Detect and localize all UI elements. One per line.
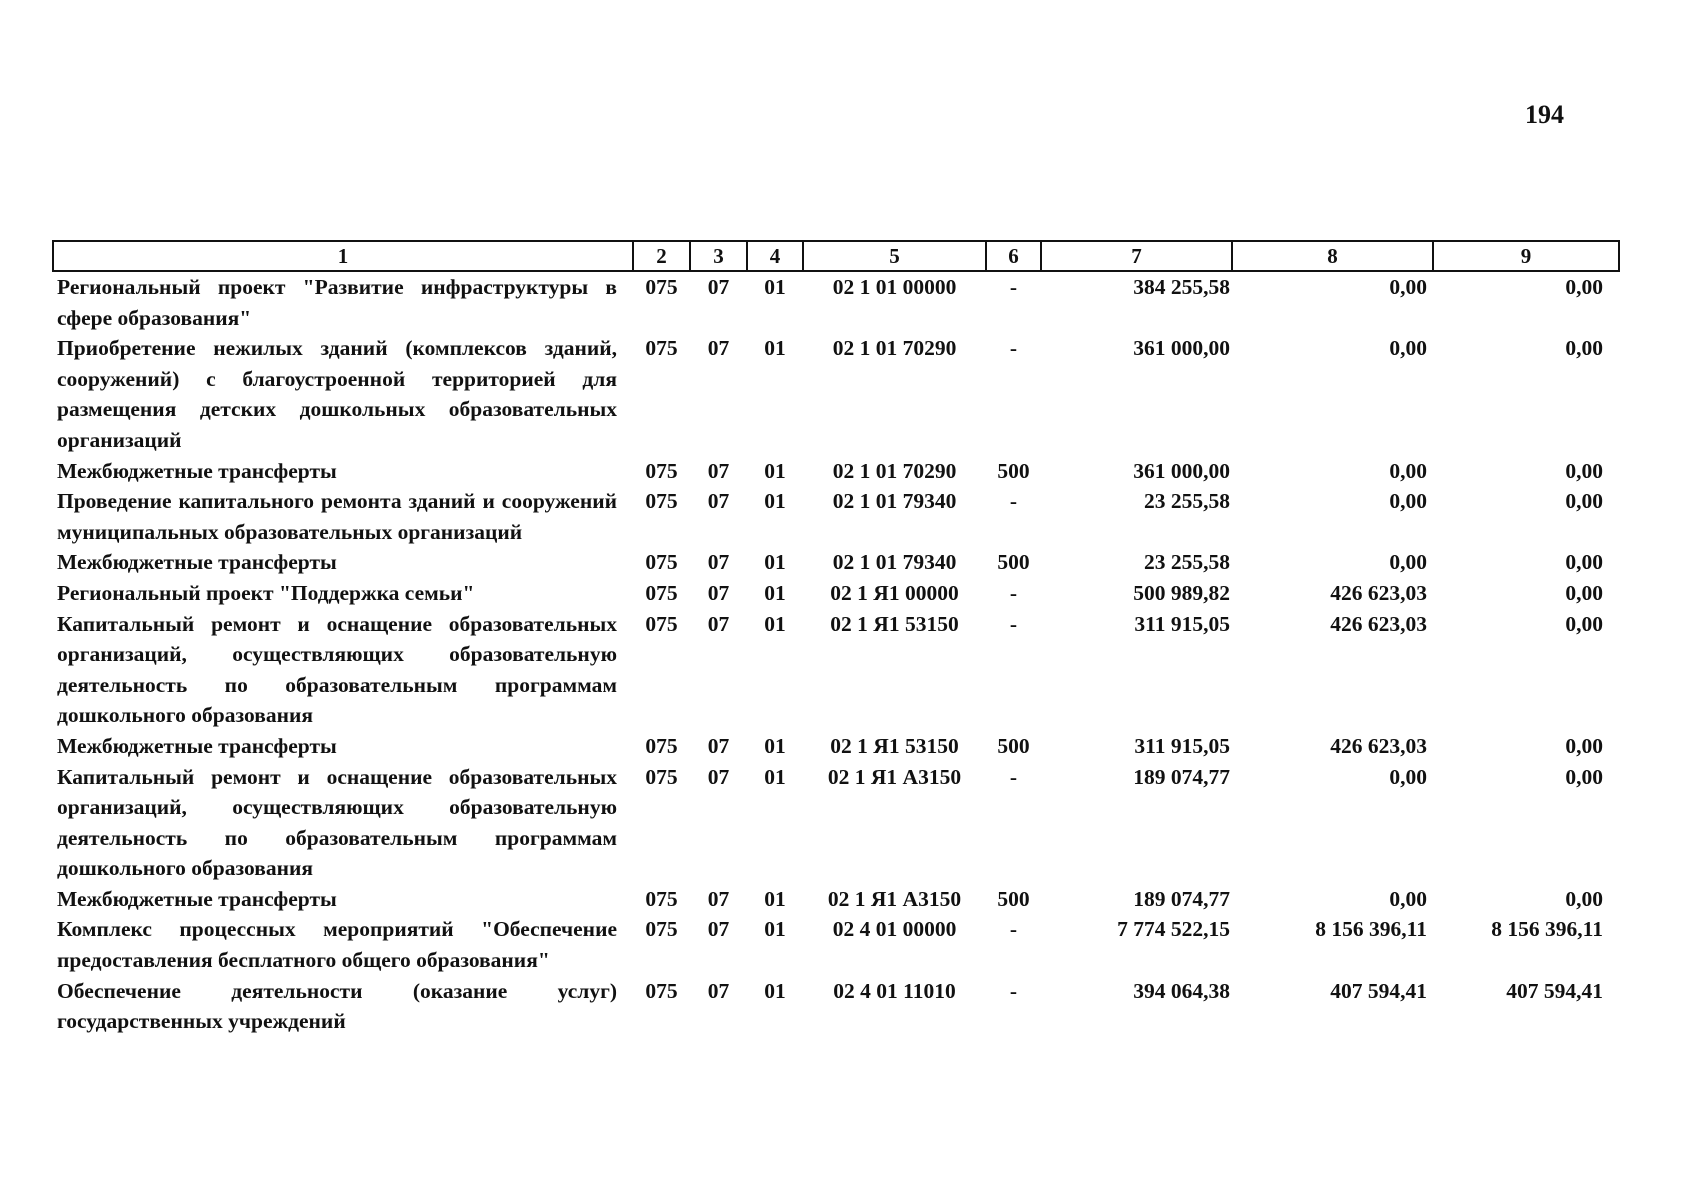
table-row [53, 333, 1619, 455]
row-name-cell: Региональный проект "Поддержка семьи" [57, 580, 475, 605]
row-name-cell: Межбюджетные трансферты [57, 458, 337, 483]
row-col-4-cell: 01 [764, 489, 786, 514]
table-row [53, 884, 1619, 915]
header-col-7: 7 [1041, 241, 1232, 271]
row-col-4-cell: 01 [764, 978, 786, 1003]
row-name-cell: Межбюджетные трансферты [57, 886, 337, 911]
row-col-9-cell: 0,00 [1565, 336, 1603, 361]
row-col-5-cell: 02 4 01 11010 [833, 978, 956, 1003]
row-col-5-cell: 02 1 Я1 53150 [830, 611, 959, 636]
row-col-4-cell: 01 [764, 336, 786, 361]
row-col-3-cell: 07 [707, 886, 730, 911]
row-col-6-cell: - [1009, 336, 1018, 361]
row-name-cell: Проведение капитального ремонта зданий и сооружений муниципальных образовательных организаций [57, 489, 617, 544]
row-col-5-cell: 02 1 Я1 А3150 [827, 764, 962, 789]
row-col-7-cell: 7 774 522,15 [1117, 917, 1230, 942]
header-row [53, 241, 1619, 271]
row-col-3-cell: 07 [707, 458, 730, 483]
table-row [53, 731, 1619, 762]
row-col-6-cell: - [1009, 611, 1018, 636]
row-col-6-cell: - [1009, 764, 1018, 789]
row-name-cell: Региональный проект "Развитие инфраструктуры в сфере образования" [57, 275, 617, 330]
budget-table [52, 240, 1620, 1037]
row-col-9-cell: 8 156 396,11 [1491, 917, 1603, 942]
row-col-6-cell: 500 [997, 550, 1030, 575]
header-col-2: 2 [633, 241, 690, 271]
table-row [53, 976, 1619, 1037]
row-name-cell: Комплекс процессных мероприятий "Обеспечение предоставления бесплатного общего образования" [57, 917, 617, 973]
row-col-7-cell: 394 064,38 [1133, 978, 1230, 1003]
header-col-5: 5 [803, 241, 986, 271]
row-col-2-cell: 075 [645, 489, 678, 514]
row-col-4-cell: 01 [764, 611, 786, 636]
row-col-8-cell: 0,00 [1389, 764, 1427, 789]
row-name-cell: Обеспечение деятельности (оказание услуг) государственных учреждений [57, 978, 617, 1034]
header-col-1: 1 [53, 241, 633, 271]
row-col-2-cell: 075 [645, 733, 678, 758]
row-col-6-cell: - [1009, 489, 1018, 514]
table-header [53, 241, 1619, 271]
row-col-8-cell: 426 623,03 [1330, 611, 1427, 636]
row-col-6-cell: 500 [997, 733, 1030, 758]
row-col-8-cell: 426 623,03 [1330, 733, 1427, 758]
row-col-5-cell: 02 1 01 70290 [832, 458, 957, 483]
row-col-8-cell: 0,00 [1389, 550, 1427, 575]
row-col-8-cell: 426 623,03 [1330, 580, 1427, 605]
row-col-8-cell: 0,00 [1389, 886, 1427, 911]
row-col-2-cell: 075 [645, 580, 678, 605]
row-col-2-cell: 075 [645, 275, 678, 299]
table-row [53, 547, 1619, 578]
row-col-6-cell: - [1009, 917, 1018, 942]
row-col-8-cell: 0,00 [1389, 458, 1427, 483]
row-name-cell: Капитальный ремонт и оснащение образовательных организаций, осуществляющих образовательную деятельность по образовательным программам дошкольного образования [57, 764, 617, 881]
row-col-2-cell: 075 [645, 611, 678, 636]
row-col-4-cell: 01 [764, 733, 786, 758]
table-row [53, 914, 1619, 975]
row-col-7-cell: 311 915,05 [1134, 733, 1230, 758]
row-col-3-cell: 07 [707, 978, 730, 1003]
row-col-3-cell: 07 [707, 275, 730, 299]
row-col-3-cell: 07 [707, 550, 730, 575]
row-col-3-cell: 07 [707, 733, 730, 758]
row-col-9-cell: 0,00 [1565, 764, 1603, 789]
table-body [53, 271, 1619, 1037]
row-col-7-cell: 311 915,05 [1134, 611, 1230, 636]
row-col-2-cell: 075 [645, 336, 678, 361]
row-col-6-cell: - [1009, 580, 1018, 605]
row-col-4-cell: 01 [764, 550, 786, 575]
row-col-9-cell: 0,00 [1565, 489, 1603, 514]
row-col-5-cell: 02 1 01 70290 [832, 336, 957, 361]
row-col-6-cell: - [1009, 275, 1018, 299]
row-col-3-cell: 07 [707, 611, 730, 636]
header-col-6: 6 [986, 241, 1041, 271]
row-col-2-cell: 075 [645, 458, 678, 483]
page-number: 194 [1525, 100, 1564, 129]
row-col-2-cell: 075 [645, 886, 678, 911]
row-col-7-cell: 361 000,00 [1133, 336, 1230, 361]
row-col-8-cell: 8 156 396,11 [1315, 917, 1427, 942]
row-col-6-cell: 500 [997, 886, 1030, 911]
row-name-cell: Межбюджетные трансферты [57, 733, 337, 758]
row-col-9-cell: 0,00 [1565, 550, 1603, 575]
header-col-4: 4 [747, 241, 803, 271]
table-row [53, 609, 1619, 731]
row-col-5-cell: 02 1 01 00000 [832, 275, 957, 299]
row-col-5-cell: 02 1 Я1 00000 [830, 580, 959, 605]
table-row [53, 486, 1619, 547]
row-col-6-cell: - [1009, 978, 1018, 1003]
row-col-2-cell: 075 [645, 978, 678, 1003]
row-col-6-cell: 500 [997, 458, 1030, 483]
row-col-4-cell: 01 [764, 275, 786, 299]
row-col-8-cell: 0,00 [1389, 275, 1427, 299]
row-col-3-cell: 07 [707, 917, 730, 942]
row-col-2-cell: 075 [645, 764, 678, 789]
row-col-7-cell: 189 074,77 [1133, 886, 1230, 911]
row-col-4-cell: 01 [764, 886, 786, 911]
row-col-9-cell: 0,00 [1565, 886, 1603, 911]
row-col-8-cell: 0,00 [1389, 336, 1427, 361]
row-col-2-cell: 075 [645, 550, 678, 575]
row-col-3-cell: 07 [707, 764, 730, 789]
row-name-cell: Межбюджетные трансферты [57, 550, 337, 575]
row-col-9-cell: 0,00 [1565, 275, 1603, 299]
row-name-cell: Приобретение нежилых зданий (комплексов зданий, сооружений) с благоустроенной территорией для размещения детских дошкольных образовательных организаций [57, 336, 617, 452]
row-col-8-cell: 0,00 [1389, 489, 1427, 514]
table-row [53, 456, 1619, 487]
row-col-9-cell: 0,00 [1565, 611, 1603, 636]
row-col-5-cell: 02 1 Я1 53150 [830, 733, 959, 758]
table-row [53, 271, 1619, 333]
row-col-4-cell: 01 [764, 764, 786, 789]
row-col-3-cell: 07 [707, 580, 730, 605]
row-col-8-cell: 407 594,41 [1330, 978, 1427, 1003]
row-col-4-cell: 01 [764, 917, 786, 942]
row-col-7-cell: 189 074,77 [1133, 764, 1230, 789]
row-col-5-cell: 02 1 01 79340 [832, 489, 957, 514]
row-col-7-cell: 23 255,58 [1144, 489, 1230, 514]
row-col-2-cell: 075 [645, 917, 678, 942]
header-col-8: 8 [1232, 241, 1433, 271]
row-col-5-cell: 02 4 01 00000 [832, 917, 957, 942]
row-col-7-cell: 500 989,82 [1133, 580, 1230, 605]
row-col-7-cell: 23 255,58 [1144, 550, 1230, 575]
row-col-9-cell: 0,00 [1565, 733, 1603, 758]
row-col-5-cell: 02 1 01 79340 [832, 550, 957, 575]
header-col-9: 9 [1433, 241, 1619, 271]
row-name-cell: Капитальный ремонт и оснащение образовательных организаций, осуществляющих образовательную деятельность по образовательным программам дошкольного образования [57, 611, 617, 728]
row-col-5-cell: 02 1 Я1 А3150 [827, 886, 962, 911]
row-col-4-cell: 01 [764, 458, 786, 483]
row-col-9-cell: 0,00 [1565, 580, 1603, 605]
row-col-4-cell: 01 [764, 580, 786, 605]
row-col-3-cell: 07 [707, 336, 730, 361]
row-col-7-cell: 384 255,58 [1133, 275, 1230, 299]
row-col-9-cell: 407 594,41 [1506, 978, 1603, 1003]
row-col-3-cell: 07 [707, 489, 730, 514]
table-row [53, 762, 1619, 884]
header-col-3: 3 [690, 241, 747, 271]
row-col-9-cell: 0,00 [1565, 458, 1603, 483]
row-col-7-cell: 361 000,00 [1133, 458, 1230, 483]
table-row [53, 578, 1619, 609]
